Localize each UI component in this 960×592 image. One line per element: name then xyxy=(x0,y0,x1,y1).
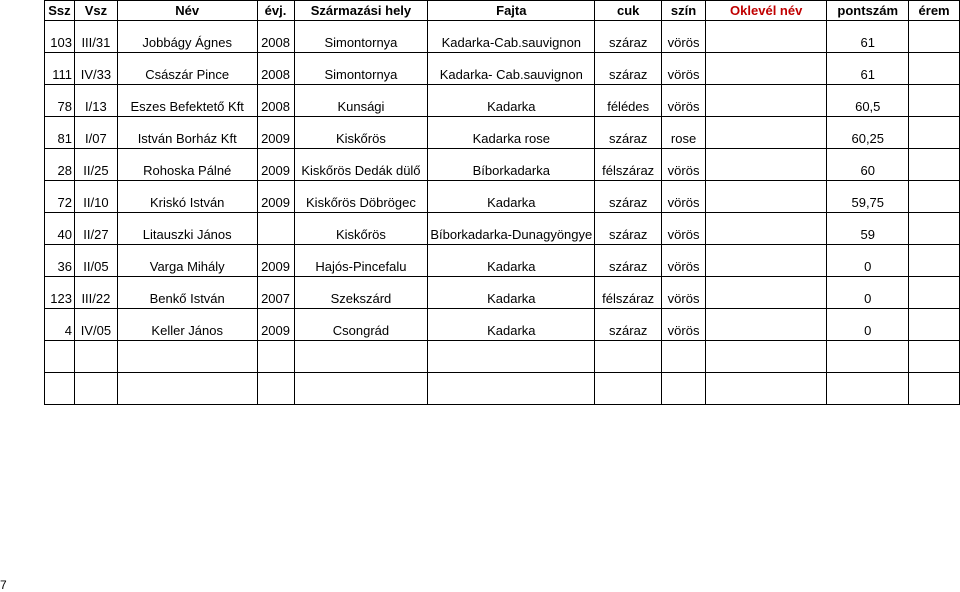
cell-pontszam: 60,5 xyxy=(827,85,909,117)
cell-nev: Varga Mihály xyxy=(117,245,257,277)
cell-cuk: félédes xyxy=(595,85,662,117)
cell-erem xyxy=(909,213,960,245)
cell-nev: Eszes Befektető Kft xyxy=(117,85,257,117)
cell-erem xyxy=(909,181,960,213)
cell-vsz: II/10 xyxy=(74,181,117,213)
cell-cuk: száraz xyxy=(595,21,662,53)
header-cuk: cuk xyxy=(595,1,662,21)
cell-evj: 2008 xyxy=(257,53,294,85)
cell-szin: vörös xyxy=(662,277,706,309)
cell-ssz: 28 xyxy=(45,149,75,181)
cell-pontszam: 0 xyxy=(827,309,909,341)
cell-fajta: Kadarka rose xyxy=(428,117,595,149)
cell-evj: 2009 xyxy=(257,309,294,341)
cell-fajta: Kadarka- Cab.sauvignon xyxy=(428,53,595,85)
table-row xyxy=(45,341,960,373)
header-szin: szín xyxy=(662,1,706,21)
cell-evj xyxy=(257,373,294,405)
cell-oklevel xyxy=(706,277,827,309)
cell-pontszam: 61 xyxy=(827,53,909,85)
cell-fajta: Kadarka xyxy=(428,181,595,213)
cell-ssz: 78 xyxy=(45,85,75,117)
cell-fajta: Kadarka xyxy=(428,245,595,277)
cell-szin: vörös xyxy=(662,21,706,53)
cell-hely xyxy=(294,341,428,373)
cell-nev: Kriskó István xyxy=(117,181,257,213)
cell-fajta: Kadarka xyxy=(428,85,595,117)
cell-ssz xyxy=(45,341,75,373)
cell-fajta: Bíborkadarka xyxy=(428,149,595,181)
cell-evj: 2008 xyxy=(257,21,294,53)
cell-vsz: I/13 xyxy=(74,85,117,117)
cell-nev: Benkő István xyxy=(117,277,257,309)
table-row xyxy=(45,213,960,245)
cell-oklevel xyxy=(706,373,827,405)
cell-oklevel xyxy=(706,341,827,373)
cell-hely: Hajós-Pincefalu xyxy=(294,245,428,277)
table-row xyxy=(45,53,960,85)
cell-cuk: száraz xyxy=(595,245,662,277)
cell-erem xyxy=(909,53,960,85)
cell-pontszam: 0 xyxy=(827,277,909,309)
cell-erem xyxy=(909,245,960,277)
cell-szin: rose xyxy=(662,117,706,149)
table-row xyxy=(45,373,960,405)
cell-cuk xyxy=(595,373,662,405)
cell-oklevel xyxy=(706,245,827,277)
cell-erem xyxy=(909,149,960,181)
cell-pontszam: 59,75 xyxy=(827,181,909,213)
table-row xyxy=(45,85,960,117)
header-erem: érem xyxy=(909,1,960,21)
table-row xyxy=(45,309,960,341)
cell-hely: Kiskőrös Dedák dülő xyxy=(294,149,428,181)
cell-pontszam: 0 xyxy=(827,245,909,277)
cell-evj: 2009 xyxy=(257,117,294,149)
cell-erem xyxy=(909,277,960,309)
cell-oklevel xyxy=(706,21,827,53)
cell-erem xyxy=(909,117,960,149)
cell-szin: vörös xyxy=(662,213,706,245)
cell-pontszam: 60 xyxy=(827,149,909,181)
cell-pontszam xyxy=(827,341,909,373)
cell-ssz: 36 xyxy=(45,245,75,277)
cell-fajta: Bíborkadarka-Dunagyöngye xyxy=(428,213,595,245)
cell-erem xyxy=(909,85,960,117)
table-row xyxy=(45,21,960,53)
cell-evj: 2008 xyxy=(257,85,294,117)
cell-evj: 2009 xyxy=(257,245,294,277)
header-vsz: Vsz xyxy=(74,1,117,21)
cell-ssz: 40 xyxy=(45,213,75,245)
cell-nev: Jobbágy Ágnes xyxy=(117,21,257,53)
cell-vsz: II/27 xyxy=(74,213,117,245)
cell-cuk: félszáraz xyxy=(595,277,662,309)
cell-vsz: III/22 xyxy=(74,277,117,309)
header-oklevel: Oklevél név xyxy=(706,1,827,21)
cell-nev: Litauszki János xyxy=(117,213,257,245)
cell-hely: Kunsági xyxy=(294,85,428,117)
cell-nev: Keller János xyxy=(117,309,257,341)
table-row xyxy=(45,277,960,309)
cell-ssz: 103 xyxy=(45,21,75,53)
header-row xyxy=(45,1,960,21)
cell-erem xyxy=(909,21,960,53)
cell-vsz: IV/33 xyxy=(74,53,117,85)
cell-cuk xyxy=(595,341,662,373)
cell-ssz: 81 xyxy=(45,117,75,149)
cell-vsz: III/31 xyxy=(74,21,117,53)
cell-szin: vörös xyxy=(662,309,706,341)
cell-hely xyxy=(294,373,428,405)
header-pontszam: pontszám xyxy=(827,1,909,21)
cell-fajta: Kadarka xyxy=(428,277,595,309)
table-row xyxy=(45,117,960,149)
table-body xyxy=(45,21,960,405)
cell-nev xyxy=(117,341,257,373)
cell-vsz: I/07 xyxy=(74,117,117,149)
header-ssz: Ssz xyxy=(45,1,75,21)
table-row xyxy=(45,245,960,277)
cell-erem xyxy=(909,341,960,373)
cell-vsz: II/05 xyxy=(74,245,117,277)
cell-ssz: 4 xyxy=(45,309,75,341)
cell-evj: 2007 xyxy=(257,277,294,309)
cell-oklevel xyxy=(706,53,827,85)
cell-ssz: 72 xyxy=(45,181,75,213)
header-evj: évj. xyxy=(257,1,294,21)
cell-fajta xyxy=(428,373,595,405)
table-row xyxy=(45,181,960,213)
cell-cuk: száraz xyxy=(595,181,662,213)
header-nev: Név xyxy=(117,1,257,21)
cell-ssz: 123 xyxy=(45,277,75,309)
cell-vsz: IV/05 xyxy=(74,309,117,341)
header-fajta: Fajta xyxy=(428,1,595,21)
cell-cuk: száraz xyxy=(595,117,662,149)
cell-evj xyxy=(257,341,294,373)
cell-erem xyxy=(909,373,960,405)
cell-fajta: Kadarka-Cab.sauvignon xyxy=(428,21,595,53)
cell-oklevel xyxy=(706,181,827,213)
cell-szin: vörös xyxy=(662,149,706,181)
cell-hely: Csongrád xyxy=(294,309,428,341)
cell-oklevel xyxy=(706,309,827,341)
cell-pontszam: 60,25 xyxy=(827,117,909,149)
cell-hely: Kiskőrös xyxy=(294,213,428,245)
cell-szin xyxy=(662,373,706,405)
cell-cuk: félszáraz xyxy=(595,149,662,181)
table-row xyxy=(45,149,960,181)
cell-ssz xyxy=(45,373,75,405)
cell-nev: István Borház Kft xyxy=(117,117,257,149)
cell-hely: Simontornya xyxy=(294,53,428,85)
cell-fajta xyxy=(428,341,595,373)
cell-szin: vörös xyxy=(662,85,706,117)
cell-hely: Szekszárd xyxy=(294,277,428,309)
cell-hely: Kiskőrös xyxy=(294,117,428,149)
cell-pontszam xyxy=(827,373,909,405)
cell-oklevel xyxy=(706,117,827,149)
cell-szin: vörös xyxy=(662,245,706,277)
cell-evj: 2009 xyxy=(257,181,294,213)
cell-evj: 2009 xyxy=(257,149,294,181)
cell-oklevel xyxy=(706,85,827,117)
cell-ssz: 111 xyxy=(45,53,75,85)
cell-evj xyxy=(257,213,294,245)
cell-vsz: II/25 xyxy=(74,149,117,181)
cell-oklevel xyxy=(706,149,827,181)
cell-vsz xyxy=(74,373,117,405)
cell-pontszam: 59 xyxy=(827,213,909,245)
cell-nev: Rohoska Pálné xyxy=(117,149,257,181)
page-number: 7 xyxy=(0,578,7,592)
cell-erem xyxy=(909,309,960,341)
cell-hely: Simontornya xyxy=(294,21,428,53)
header-hely: Származási hely xyxy=(294,1,428,21)
cell-vsz xyxy=(74,341,117,373)
cell-szin: vörös xyxy=(662,53,706,85)
cell-nev xyxy=(117,373,257,405)
cell-nev: Császár Pince xyxy=(117,53,257,85)
cell-pontszam: 61 xyxy=(827,21,909,53)
cell-oklevel xyxy=(706,213,827,245)
cell-szin: vörös xyxy=(662,181,706,213)
results-table xyxy=(44,0,960,405)
cell-cuk: száraz xyxy=(595,213,662,245)
cell-fajta: Kadarka xyxy=(428,309,595,341)
cell-szin xyxy=(662,341,706,373)
cell-hely: Kiskőrös Döbrögec xyxy=(294,181,428,213)
cell-cuk: száraz xyxy=(595,309,662,341)
cell-cuk: száraz xyxy=(595,53,662,85)
